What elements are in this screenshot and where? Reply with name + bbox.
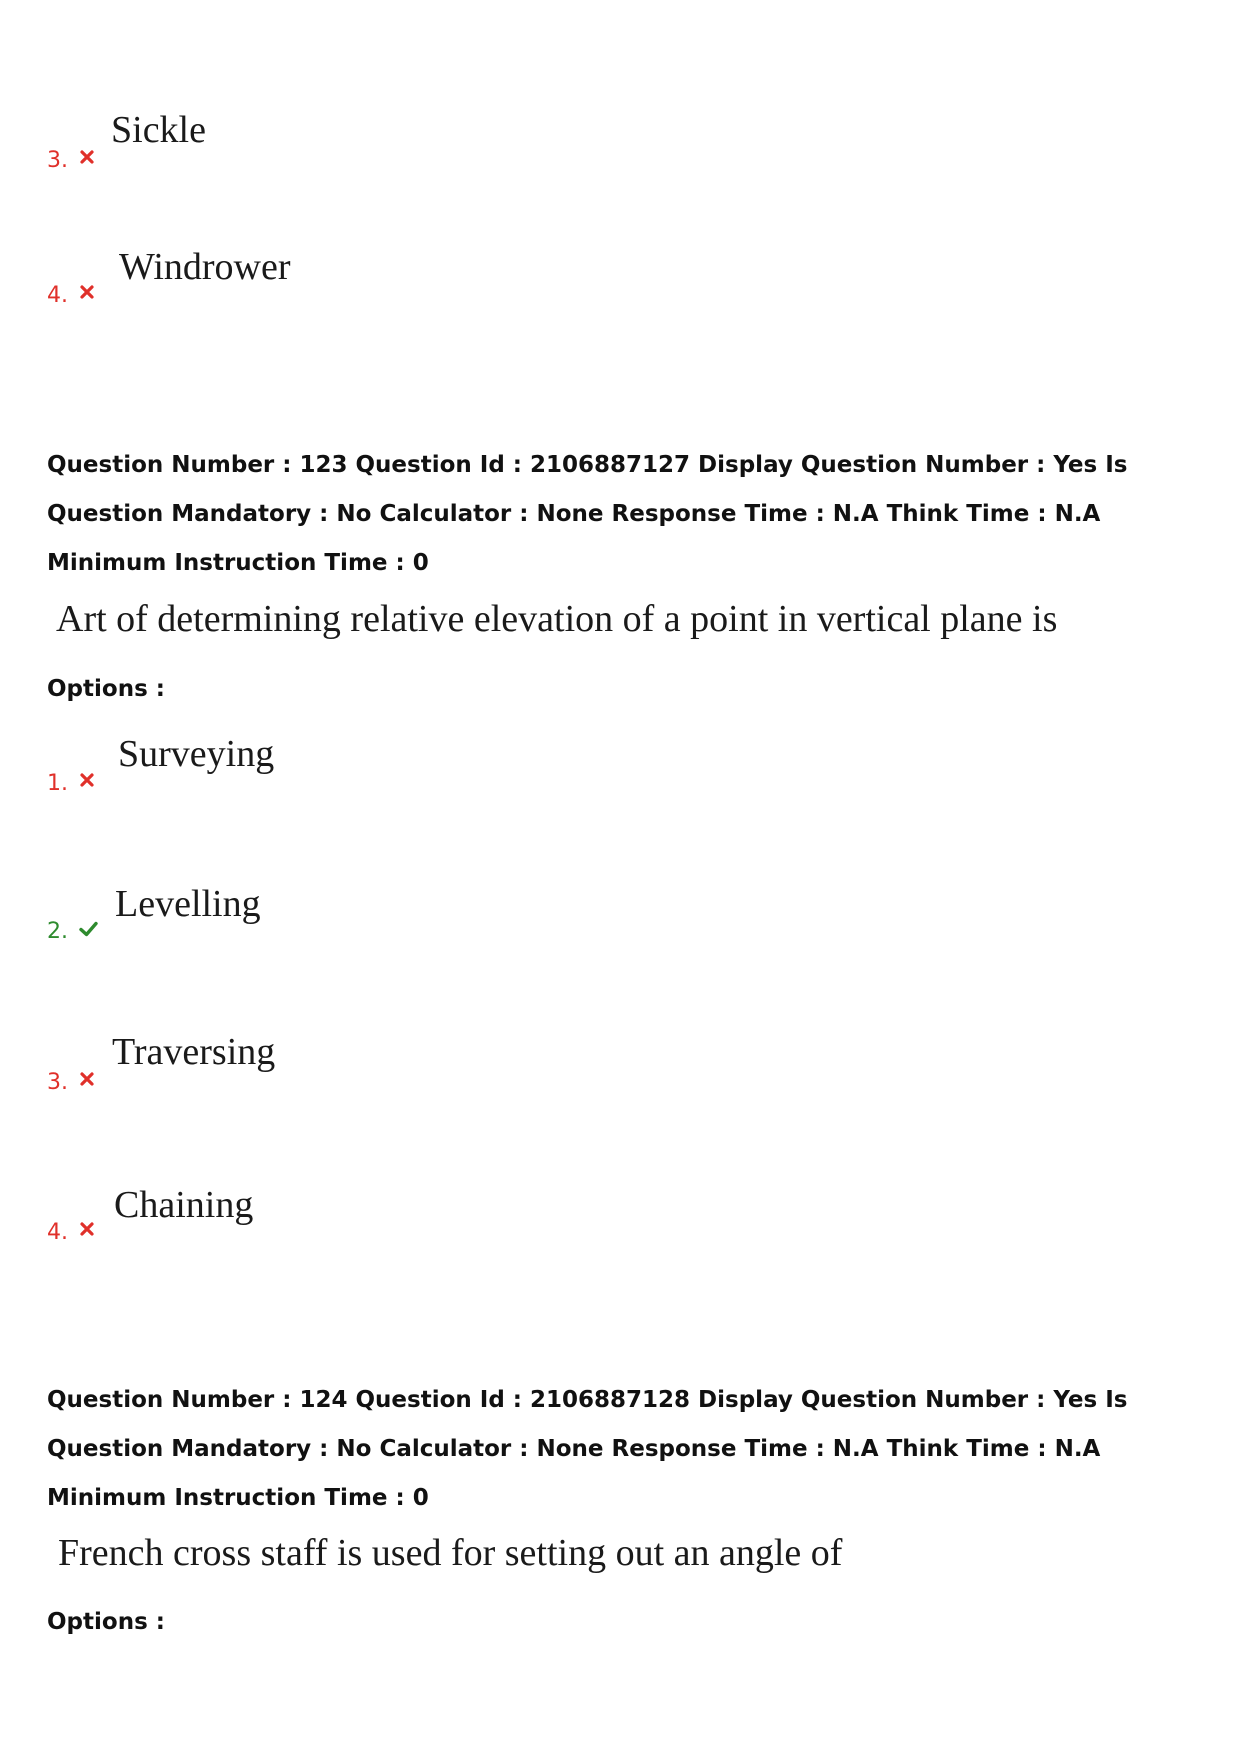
option-text: Sickle (111, 109, 206, 151)
option-number: 3. (47, 148, 68, 173)
option-row (47, 1183, 447, 1263)
cross-icon (78, 283, 96, 305)
option-text: Surveying (118, 733, 275, 775)
options-label: Options : (47, 676, 165, 702)
option-row (47, 1030, 447, 1110)
option-number: 3. (47, 1070, 68, 1095)
option-text: Levelling (115, 883, 261, 925)
cross-icon (78, 1070, 96, 1092)
option-number: 2. (47, 919, 68, 944)
option-number: 4. (47, 1220, 68, 1245)
option-row (47, 880, 447, 960)
cross-icon (78, 148, 96, 170)
question-meta: Question Number : 124 Question Id : 2106887128 Display Question Number : Yes Is Question Mandatory : No Calculator : None Response Time : N.A Think Time : N.A Minimum Instruction Time : 0 (47, 1387, 1128, 1511)
question-text: French cross staff is used for setting out an angle of (58, 1532, 843, 1574)
option-text: Windrower (119, 246, 291, 288)
option-number: 4. (47, 283, 68, 308)
question-text: Art of determining relative elevation of a point in vertical plane is (56, 598, 1058, 640)
question-meta: Question Number : 123 Question Id : 2106887127 Display Question Number : Yes Is Question Mandatory : No Calculator : None Response Time : N.A Think Time : N.A Minimum Instruction Time : 0 (47, 452, 1128, 576)
cross-icon (78, 1220, 96, 1242)
option-number: 1. (47, 771, 68, 796)
cross-icon (78, 771, 96, 793)
check-icon (77, 920, 99, 942)
option-row (47, 245, 447, 325)
option-text: Chaining (114, 1184, 254, 1226)
options-label: Options : (47, 1609, 165, 1635)
option-row (47, 100, 447, 180)
option-row (47, 730, 447, 810)
option-text: Traversing (112, 1031, 276, 1073)
